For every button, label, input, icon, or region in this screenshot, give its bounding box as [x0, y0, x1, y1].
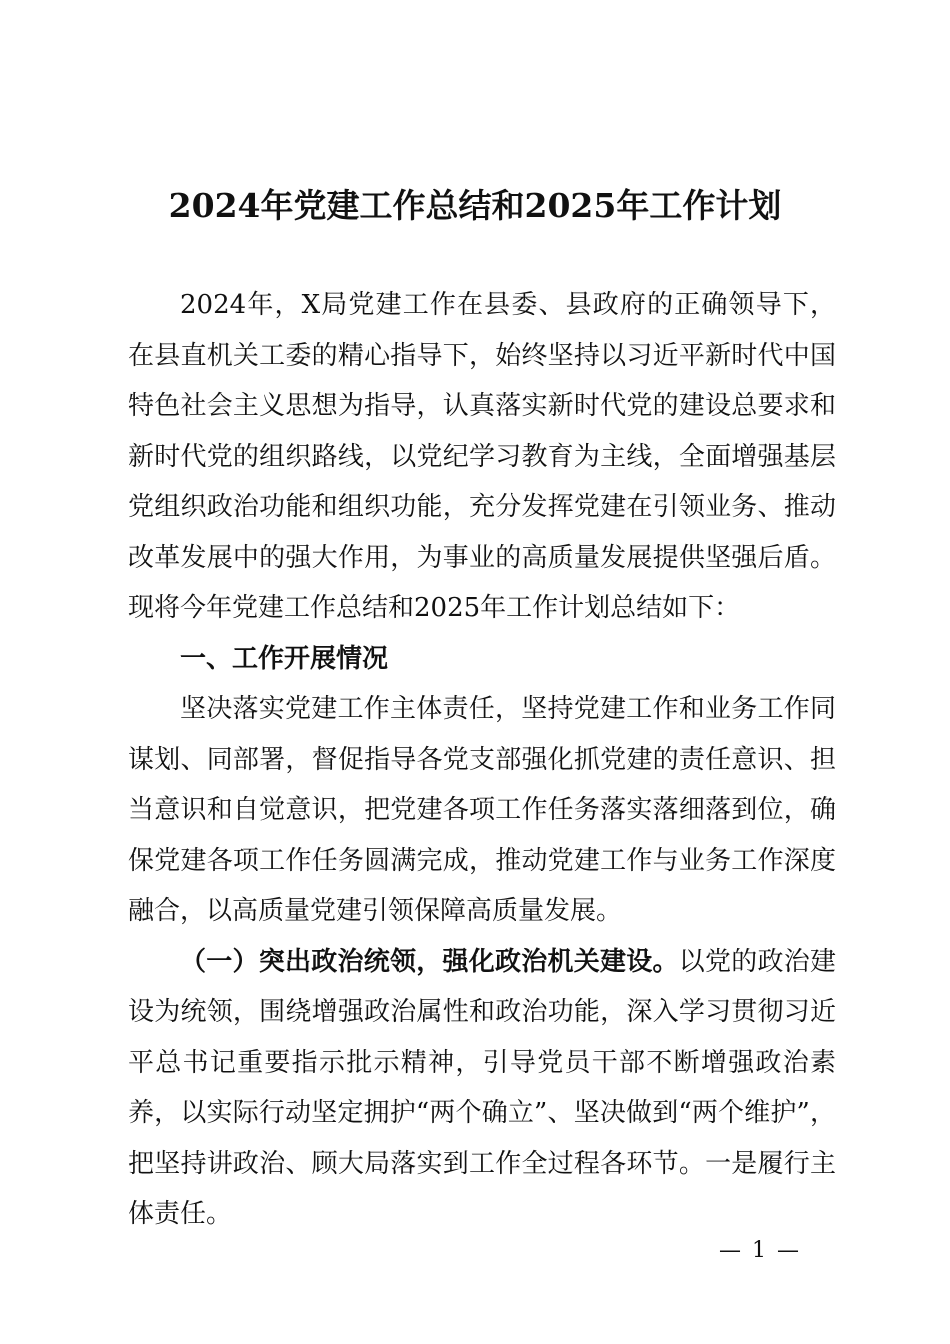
document-title: 2024年党建工作总结和2025年工作计划: [168, 186, 782, 225]
subsection-lead-1: （一）突出政治统领，强化政治机关建设。: [180, 946, 679, 977]
page-number: — 1 —: [719, 1238, 801, 1263]
intro-paragraph: 2024年，X局党建工作在县委、县政府的正确领导下，在县直机关工委的精心指导下，始终坚持以习近平新时代中国特色社会主义思想为指导，认真落实新时代党的建设总要求和新时代党的组织路线，以党纪学习教育为主线，全面增强基层党组织政治功能和组织功能，充分发挥党建在引领业务、推动改革发展中的强大作用，为事业的高质量发展提供坚强后盾。现将今年党建工作总结和2025年工作计划总结如下：: [128, 290, 836, 623]
document-body: [128, 280, 836, 1240]
section-paragraph-1: 坚决落实党建工作主体责任，坚持党建工作和业务工作同谋划、同部署，督促指导各党支部强化抓党建的责任意识、担当意识和自觉意识，把党建各项工作任务落实落细落到位，确保党建各项工作任务圆满完成，推动党建工作与业务工作深度融合，以高质量党建引领保障高质量发展。: [128, 694, 836, 926]
subsection-paragraph-1: [128, 937, 836, 1240]
section-heading-1: 一、工作开展情况: [180, 643, 389, 674]
subsection-text-1: 以党的政治建设为统领，围绕增强政治属性和政治功能，深入学习贯彻习近平总书记重要指示批示精神，引导党员干部不断增强政治素养，以实际行动坚定拥护“两个确立”、坚决做到“两个维护”，把坚持讲政治、顾大局落实到工作全过程各环节。一是履行主体责任。: [128, 946, 836, 1229]
